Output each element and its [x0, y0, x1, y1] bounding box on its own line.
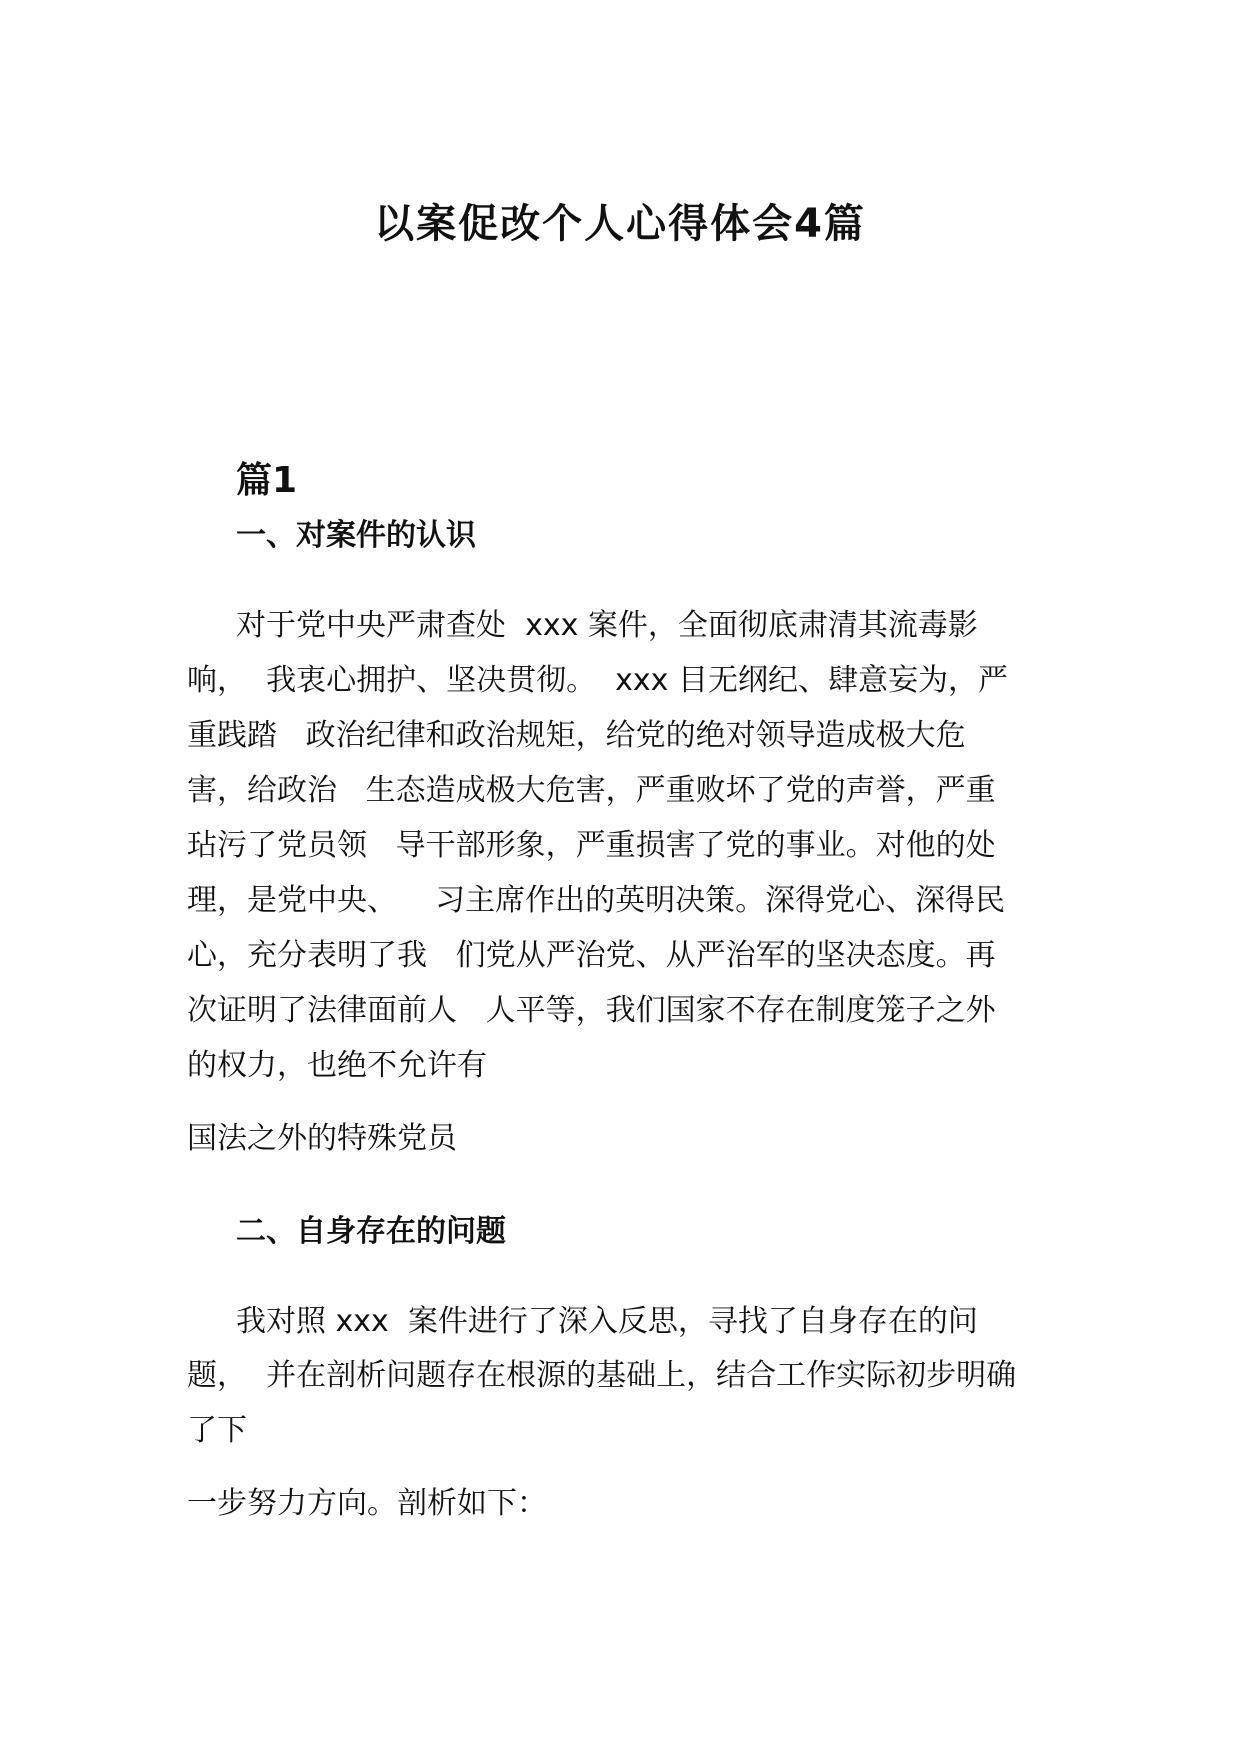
section-heading-1: 一、对案件的认识: [236, 518, 476, 553]
body-line: 重践踏 政治纪律和政治规矩，给党的绝对领导造成极大危: [187, 718, 966, 753]
body-line: 害，给政治 生态造成极大危害，严重败坏了党的声誉，严重: [187, 773, 996, 808]
document-title: 以案促改个人心得体会4篇: [374, 201, 866, 247]
body-line: 响， 我衷心拥护、坚决贯彻。 xxx 目无纲纪、肆意妄为，严: [187, 663, 1008, 698]
part-heading: 篇1: [236, 460, 298, 501]
body-line: 一步努力方向。剖析如下：: [187, 1486, 547, 1521]
body-line: 玷污了党员领 导干部形象，严重损害了党的事业。对他的处: [187, 828, 996, 863]
body-line: 我对照 xxx 案件进行了深入反思，寻找了自身存在的问: [236, 1304, 978, 1339]
body-line: 次证明了法律面前人 人平等，我们国家不存在制度笼子之外: [187, 993, 996, 1028]
body-line: 理，是党中央、 习主席作出的英明决策。深得党心、深得民: [187, 883, 1006, 918]
body-line: 心，充分表明了我 们党从严治党、从严治军的坚决态度。再: [187, 938, 996, 973]
body-line: 了下: [187, 1413, 247, 1448]
section-heading-2: 二、自身存在的问题: [236, 1214, 506, 1249]
body-line: 对于党中央严肃查处 xxx 案件，全面彻底肃清其流毒影: [236, 608, 978, 643]
body-line: 的权力，也绝不允许有: [187, 1048, 487, 1083]
body-line: 国法之外的特殊党员: [187, 1121, 457, 1156]
body-line: 题， 并在剖析问题存在根源的基础上，结合工作实际初步明确: [187, 1358, 1017, 1393]
